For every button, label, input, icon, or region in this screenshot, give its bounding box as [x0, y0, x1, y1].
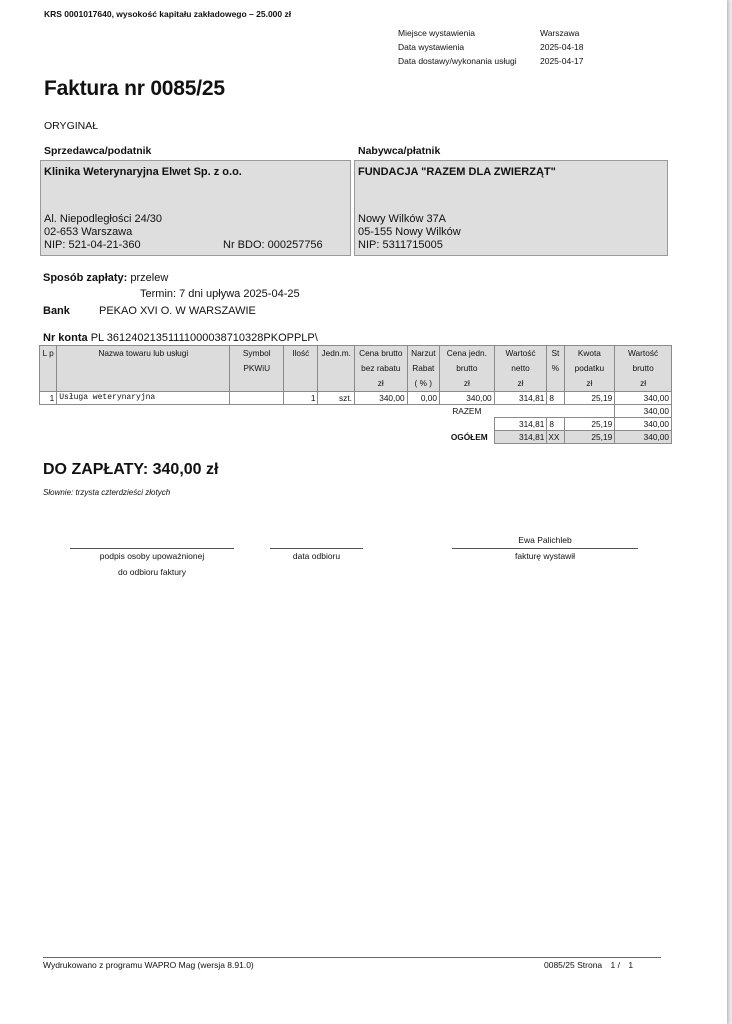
total-gross: 340,00 — [615, 431, 672, 444]
buyer-box — [354, 160, 668, 256]
meta-label: Miejsce wystawienia — [398, 28, 475, 38]
seller-nip: NIP: 521-04-21-360 — [44, 239, 141, 251]
buyer-address-line1: Nowy Wilków 37A — [358, 213, 447, 225]
cell-rate: 8 — [547, 392, 564, 405]
payment-term: Termin: 7 dni upływa 2025-04-25 — [140, 288, 300, 300]
receipt-date-label: data odbioru — [292, 551, 341, 561]
bank-name: PEKAO XVI O. W WARSZAWIE — [99, 305, 256, 317]
total-vat: 25,19 — [564, 431, 615, 444]
rate-summary-row — [40, 418, 672, 431]
col-header: Kwota podatku zł — [564, 346, 615, 392]
bank-label: Bank — [43, 305, 70, 317]
meta-value: 2025-04-18 — [540, 42, 584, 52]
seller-name: Klinika Weterynaryjna Elwet Sp. z o.o. — [44, 166, 242, 178]
summary-rate: 8 — [547, 418, 564, 431]
col-header: Cena jedn. brutto zł — [440, 346, 495, 392]
cell-gross: 340,00 — [615, 392, 672, 405]
seller-bdo: Nr BDO: 000257756 — [223, 239, 323, 251]
meta-place-row — [398, 26, 583, 40]
buyer-nip: NIP: 5311715005 — [358, 239, 443, 251]
amount-due: DO ZAPŁATY: 340,00 zł — [43, 461, 219, 478]
footer-page-count: 1 — [628, 960, 634, 970]
original-label: ORYGINAŁ — [44, 120, 99, 132]
meta-issue-date-row — [398, 40, 583, 54]
total-label: OGÓŁEM — [450, 432, 488, 442]
buyer-address-line2: 05-155 Nowy Wilków — [358, 226, 461, 238]
payment-method — [43, 272, 168, 284]
buyer-name: FUNDACJA "RAZEM DLA ZWIERZĄT" — [358, 166, 556, 178]
account-label: Nr konta — [43, 332, 88, 344]
col-header: Cena brutto bez rabatu zł — [354, 346, 407, 392]
col-header: St % — [547, 346, 564, 392]
meta-delivery-date-row — [398, 54, 583, 68]
items-table — [39, 345, 672, 444]
meta-value: Warszawa — [540, 28, 580, 38]
col-header: Wartość netto zł — [494, 346, 547, 392]
payment-method-label: Sposób zapłaty: — [43, 272, 128, 284]
cell-pkwiu — [230, 392, 284, 405]
cell-unit: szt. — [318, 392, 354, 405]
buyer-heading: Nabywca/płatnik — [358, 145, 441, 157]
col-header: Jedn.m. — [318, 346, 354, 392]
col-header: L p — [40, 346, 57, 392]
invoice-meta — [398, 26, 583, 68]
cell-discount: 0,00 — [407, 392, 439, 405]
razem-row — [40, 405, 672, 418]
table-header-row — [40, 346, 672, 392]
total-rate: XX — [547, 431, 564, 444]
signature-line-authorized — [70, 548, 234, 549]
invoice-title: Faktura nr 0085/25 — [44, 77, 225, 100]
footer-program: Wydrukowano z programu WAPRO Mag (wersja 8.91.0) — [43, 960, 254, 970]
cell-price-gross: 340,00 — [354, 392, 407, 405]
authorized-line2: do odbioru faktury — [117, 567, 187, 577]
issuer-label: fakturę wystawił — [515, 551, 575, 561]
razem-label: RAZEM — [452, 406, 482, 417]
footer-divider — [43, 957, 661, 958]
table-row — [40, 392, 672, 405]
razem-gross: 340,00 — [615, 405, 672, 418]
seller-address-line1: Al. Niepodległości 24/30 — [44, 213, 163, 225]
seller-box — [40, 160, 351, 256]
footer-page-number: 1 / — [610, 960, 620, 970]
account-number — [43, 332, 318, 344]
seller-address-line2: 02-653 Warszawa — [44, 226, 133, 238]
total-row — [40, 431, 672, 444]
summary-net: 314,81 — [494, 418, 547, 431]
meta-label: Data dostawy/wykonania usługi — [398, 56, 517, 66]
issuer-name: Ewa Palichleb — [518, 535, 572, 545]
amount-in-words: Słownie: trzysta czterdzieści złotych — [43, 488, 171, 497]
signature-line-issuer — [452, 548, 638, 549]
summary-vat: 25,19 — [564, 418, 615, 431]
footer-page-info — [544, 960, 633, 970]
meta-label: Data wystawienia — [398, 42, 465, 52]
meta-value: 2025-04-17 — [540, 56, 584, 66]
payment-method-value: przelew — [130, 272, 169, 284]
authorized-line1: podpis osoby upoważnionej — [99, 551, 205, 561]
col-header: Symbol PKWiU — [230, 346, 284, 392]
col-header: Nazwa towaru lub usługi — [57, 346, 230, 392]
summary-gross: 340,00 — [615, 418, 672, 431]
cell-lp: 1 — [40, 392, 57, 405]
signature-line-date — [270, 548, 363, 549]
seller-heading: Sprzedawca/podatnik — [44, 145, 152, 157]
krs-line: KRS 0001017640, wysokość kapitału zakładowego – 25.000 zł — [44, 9, 292, 19]
cell-vat: 25,19 — [564, 392, 615, 405]
footer-page-label: Strona — [577, 960, 603, 970]
total-net: 314,81 — [494, 431, 547, 444]
cell-net: 314,81 — [494, 392, 547, 405]
cell-qty: 1 — [284, 392, 318, 405]
col-header: Narzut Rabat ( % ) — [407, 346, 439, 392]
authorized-signature-label — [70, 551, 234, 577]
cell-name: Usługa weterynaryjna — [57, 392, 230, 405]
cell-unit-gross: 340,00 — [440, 392, 495, 405]
account-value: PL 36124021351111000038710328PKOPPLP\ — [90, 332, 318, 344]
footer-doc-number: 0085/25 — [544, 960, 575, 970]
col-header: Ilość — [284, 346, 318, 392]
col-header: Wartość brutto zł — [615, 346, 672, 392]
